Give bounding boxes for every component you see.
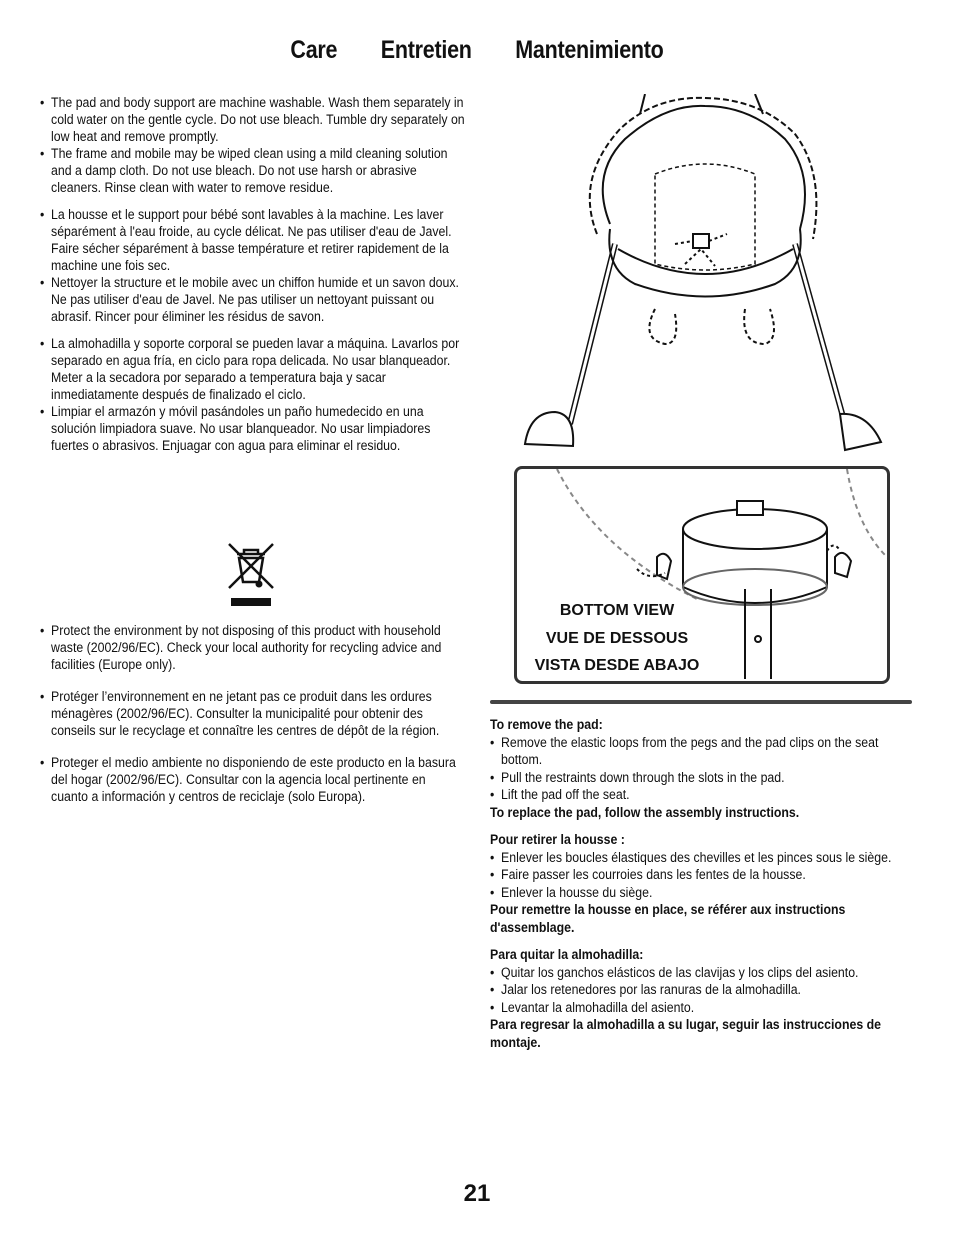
care-fr-1: • La housse et le support pour bébé sont lavables à la machine. Les laver séparément à l'eau froide, au cycle délicat. Ne pas utiliser d'eau de Javel. Faire sécher séparément à basse température et retirer rapidement de la machine une fois sec. <box>40 206 465 274</box>
bottom-view-es: VISTA DESDE ABAJO <box>534 657 700 674</box>
env-en: • Protect the environment by not disposing of this product with household waste (2002/96/EC). Check your local authority for recycling advice and facilities (Europe only). <box>40 622 465 673</box>
bottom-view-en: BOTTOM VIEW <box>559 602 675 619</box>
remove-es-footer: Para regresar la almohadilla a su lugar, seguir las instrucciones de montaje. <box>490 1017 881 1050</box>
remove-es-step-1: • Quitar los ganchos elásticos de las clavijas y los clips del asiento. <box>490 964 915 982</box>
environment-notice <box>40 622 460 805</box>
remove-fr-step-3: • Enlever la housse du siège. <box>490 884 915 902</box>
remove-es-heading: Para quitar la almohadilla: <box>490 947 644 962</box>
remove-en-step-1: • Remove the elastic loops from the pegs and the pad clips on the seat bottom. <box>490 734 915 769</box>
remove-en-footer: To replace the pad, follow the assembly instructions. <box>490 804 800 820</box>
title-es: Mantenimiento <box>515 36 664 64</box>
care-en-2: • The frame and mobile may be wiped clean using a mild cleaning solution and a damp cloth. Do not use bleach. Do not use harsh or abrasive cleaners. Rinse clean with water to remove residue. <box>40 145 465 196</box>
care-es-1: • La almohadilla y soporte corporal se pueden lavar a máquina. Lavarlos por separado en agua fría, en ciclo para ropa delicada. No usar blanqueador. Meter a la secadora por separado a temperatura baja y sacar inmediatamente después de finalizado el ciclo. <box>40 335 465 403</box>
env-es: • Proteger el medio ambiente no disponiendo de este producto en la basura del hogar (2002/96/EC). Consultar con la agencia local pertinente en cuanto a información y centros de reciclaje (solo Europa). <box>40 754 465 805</box>
remove-pad-instructions <box>490 716 910 1051</box>
remove-en-heading: To remove the pad: <box>490 717 603 732</box>
swing-seat-illustration <box>515 94 895 464</box>
remove-fr-heading: Pour retirer la housse : <box>490 832 625 847</box>
page-number: 21 <box>463 1180 491 1207</box>
remove-fr-footer: Pour remettre la housse en place, se référer aux instructions d'assemblage. <box>490 902 846 935</box>
title-en: Care <box>290 36 338 64</box>
care-instructions <box>40 94 465 454</box>
bottom-view-labels <box>527 597 707 680</box>
remove-en-step-2: • Pull the restraints down through the slots in the pad. <box>490 769 915 787</box>
care-fr-2: • Nettoyer la structure et le mobile avec un chiffon humide et un savon doux. Ne pas utiliser d'eau de Javel. Ne pas utiliser un nettoyant puissant ou abrasif. Rincer pour éliminer les résidus de savon. <box>40 274 465 325</box>
remove-fr-step-2: • Faire passer les courroies dans les fentes de la housse. <box>490 866 915 884</box>
care-es-2: • Limpiar el armazón y móvil pasándoles un paño humedecido en una solución limpiadora suave. No usar blanqueador. No usar limpiadores fuertes o abrasivos. Enjuagar con agua para eliminar el residuo. <box>40 403 465 454</box>
remove-es-step-3: • Levantar la almohadilla del asiento. <box>490 999 915 1017</box>
bottom-view-panel <box>514 466 890 684</box>
remove-es-step-2: • Jalar los retenedores por las ranuras de la almohadilla. <box>490 981 915 999</box>
title-fr: Entretien <box>380 36 472 64</box>
remove-en-step-3: • Lift the pad off the seat. <box>490 786 915 804</box>
env-fr: • Protéger l’environnement en ne jetant pas ce produit dans les ordures ménagères (2002/96/EC). Consulter la municipalité pour obtenir des conseils sur le recyclage et connaître les centres de dépôt de la région. <box>40 688 465 739</box>
bottom-view-fr: VUE DE DESSOUS <box>545 629 689 647</box>
care-en-1: • The pad and body support are machine washable. Wash them separately in cold water on the gentle cycle. Do not use bleach. Tumble dry separately on low heat and remove promptly. <box>40 94 465 145</box>
remove-fr-step-1: • Enlever les boucles élastiques des chevilles et les pinces sous le siège. <box>490 849 915 867</box>
section-divider <box>490 700 912 704</box>
page-title <box>67 36 887 65</box>
crossed-out-bin-icon <box>225 538 277 608</box>
